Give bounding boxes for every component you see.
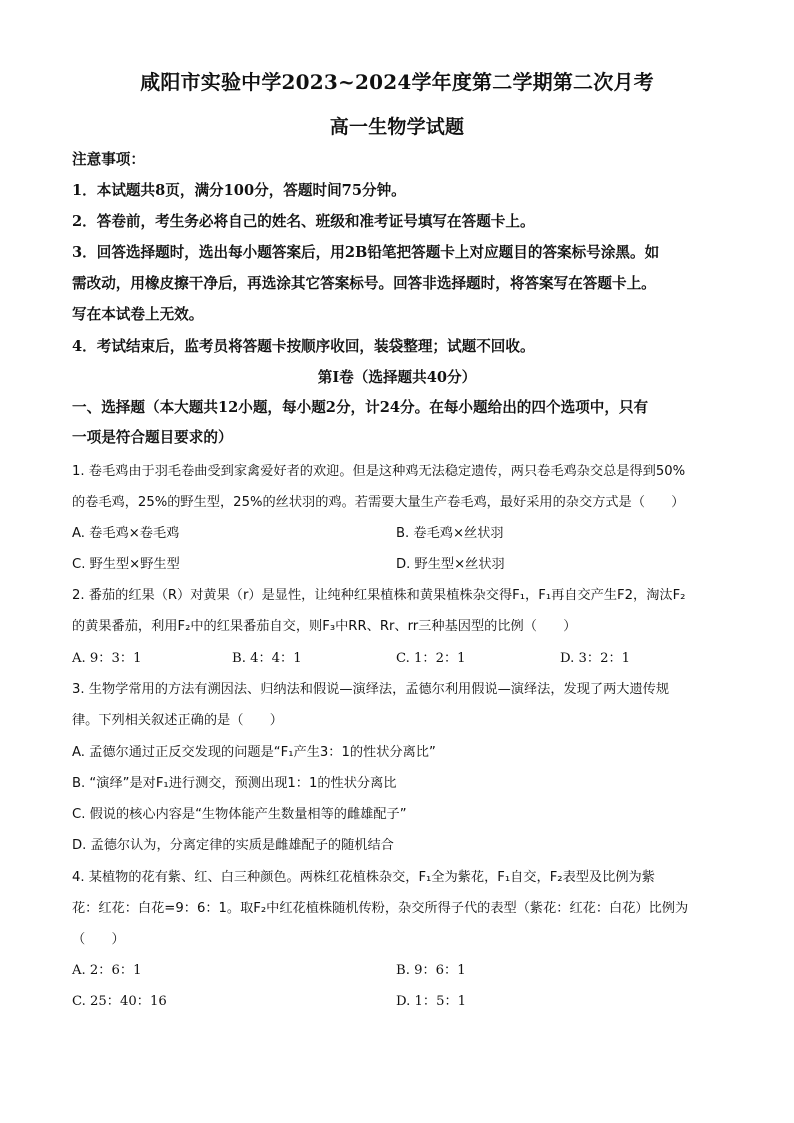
- notice-item: 4．考试结束后，监考员将答题卡按顺序收回，装袋整理；试题不回收。: [72, 338, 535, 355]
- notice-item: 需改动，用橡皮擦干净后，再选涂其它答案标号。回答非选择题时，将答案写在答题卡上。: [72, 275, 656, 292]
- question-4-option-d: D. 1：5：1: [396, 994, 467, 1009]
- exam-title: 咸阳市实验中学2023~2024学年度第二学期第二次月考: [140, 70, 654, 94]
- question-1-option-a: A. 卷毛鸡×卷毛鸡: [72, 526, 180, 541]
- question-2-option-d: D. 3：2：1: [560, 651, 631, 666]
- question-4-option-a: A. 2：6：1: [72, 963, 142, 978]
- question-2-stem: 2. 番茄的红果（R）对黄果（r）是显性，让纯种红果植株和黄果植株杂交得F₁，F₁再自交产生F2，淘汰F₂: [72, 588, 686, 603]
- question-3-stem: 3. 生物学常用的方法有溯因法、归纳法和假说—演绎法，孟德尔利用假说—演绎法，发现了两大遗传规: [72, 682, 670, 697]
- notice-heading: 注意事项：: [72, 151, 145, 168]
- question-4-option-c: C. 25：40：16: [72, 994, 167, 1009]
- question-4-stem: 花：红花：白花=9：6：1。取F₂中红花植株随机传粉，杂交所得子代的表型（紫花：红花：白花）比例为: [72, 901, 689, 916]
- question-1-option-c: C. 野生型×野生型: [72, 557, 180, 572]
- question-2-option-b: B. 4：4：1: [232, 651, 302, 666]
- question-3-option-c: C. 假说的核心内容是“生物体能产生数量相等的雌雄配子”: [72, 807, 407, 822]
- question-1-option-b: B. 卷毛鸡×丝状羽: [396, 526, 504, 541]
- part-instructions: 一、选择题（本大题共12小题，每小题2分，计24分。在每小题给出的四个选项中，只有: [72, 399, 649, 416]
- question-4-option-b: B. 9：6：1: [396, 963, 466, 978]
- question-1-stem: 1. 卷毛鸡由于羽毛卷曲受到家禽爱好者的欢迎。但是这种鸡无法稳定遗传，两只卷毛鸡杂交总是得到50%: [72, 464, 686, 479]
- question-3-option-d: D. 孟德尔认为，分离定律的实质是雌雄配子的随机结合: [72, 838, 394, 853]
- notice-item: 2．答卷前，考生务必将自己的姓名、班级和准考证号填写在答题卡上。: [72, 213, 535, 230]
- section-title: 第I卷（选择题共40分）: [317, 369, 477, 386]
- question-1-stem: 的卷毛鸡，25%的野生型，25%的丝状羽的鸡。若需要大量生产卷毛鸡，最好采用的杂交方式是（ ）: [72, 495, 685, 510]
- question-3-option-a: A. 孟德尔通过正反交发现的问题是“F₁产生3：1的性状分离比”: [72, 745, 436, 760]
- part-instructions: 一项是符合题目要求的）: [72, 429, 233, 446]
- question-4-stem: 4. 某植物的花有紫、红、白三种颜色。两株红花植株杂交，F₁全为紫花，F₁自交，F₂表型及比例为紫: [72, 870, 655, 885]
- question-2-option-a: A. 9：3：1: [72, 651, 142, 666]
- question-1-option-d: D. 野生型×丝状羽: [396, 557, 505, 572]
- question-3-stem: 律。下列相关叙述正确的是（ ）: [72, 713, 283, 728]
- question-2-option-c: C. 1：2：1: [396, 651, 466, 666]
- notice-item: 写在本试卷上无效。: [72, 306, 204, 323]
- exam-subtitle: 高一生物学试题: [329, 116, 465, 138]
- question-4-stem: （ ）: [72, 932, 125, 947]
- notice-item: 1．本试题共8页，满分100分，答题时间75分钟。: [72, 182, 406, 199]
- question-3-option-b: B. “演绎”是对F₁进行测交，预测出现1：1的性状分离比: [72, 776, 397, 791]
- notice-item: 3．回答选择题时，选出每小题答案后，用2B铅笔把答题卡上对应题目的答案标号涂黑。如: [72, 244, 660, 261]
- question-2-stem: 的黄果番茄，利用F₂中的红果番茄自交，则F₃中RR、Rr、rr三种基因型的比例（ ）: [72, 619, 577, 634]
